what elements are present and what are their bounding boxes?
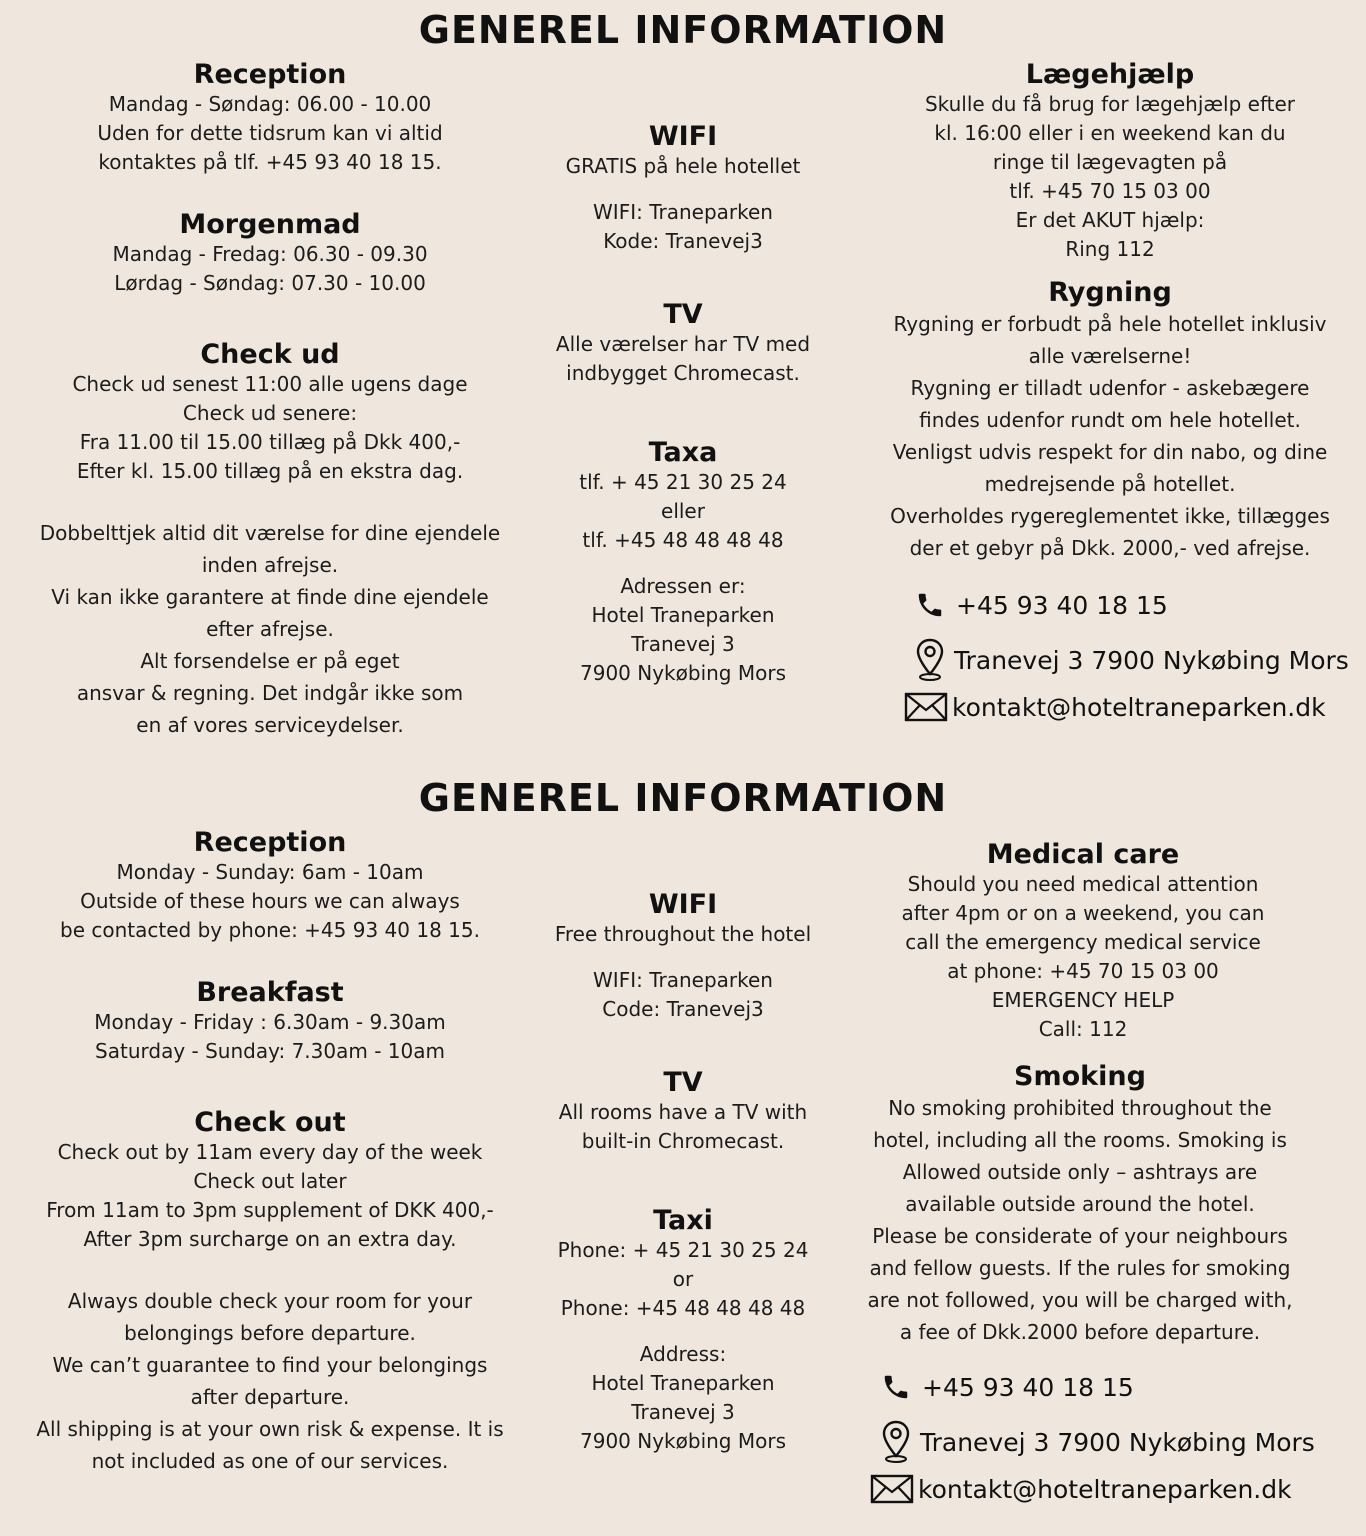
tv-block [533, 1068, 833, 1156]
reception-block [40, 60, 500, 177]
medical-block [853, 840, 1313, 1044]
smoking-block [830, 1062, 1330, 1348]
wifi-block [533, 890, 833, 1024]
text-line: ringe til lægevagten på [992, 150, 1228, 174]
text-line: available outside around the hotel. [905, 1192, 1255, 1216]
phone-icon [874, 1372, 918, 1402]
text-line: Phone: + 45 21 30 25 24 [557, 1238, 809, 1262]
text-lines [533, 920, 833, 949]
medical-heading: Medical care [986, 839, 1180, 870]
text-line: Vi kan ikke garantere at finde dine ejendele [51, 585, 489, 609]
text-lines [853, 870, 1313, 1044]
text-line: Alt forsendelse er på eget [140, 649, 400, 673]
text-line: hotel, including all the rooms. Smoking is [873, 1128, 1287, 1152]
contact-email[interactable]: kontakt@hoteltraneparken.dk [952, 692, 1326, 722]
contact-address: Tranevej 3 7900 Nykøbing Mors [920, 1427, 1315, 1457]
reception-heading: Reception [193, 59, 347, 90]
wifi-heading: WIFI [648, 121, 718, 152]
text-line: 7900 Nykøbing Mors [580, 1429, 786, 1453]
text-line: Tranevej 3 [631, 1400, 735, 1424]
text-line: WIFI: Traneparken [593, 968, 773, 992]
smoking-block [860, 278, 1360, 564]
text-line: Check out by 11am every day of the week [57, 1140, 483, 1164]
contact-phone-row [908, 590, 1168, 620]
contact-info [874, 1372, 1334, 1517]
page-title: GENEREL INFORMATION [418, 8, 948, 52]
breakfast-heading: Morgenmad [179, 209, 361, 240]
breakfast-block [40, 210, 500, 298]
text-line: kontaktes på tlf. +45 93 40 18 15. [98, 150, 442, 174]
text-lines [40, 240, 500, 298]
text-line: efter afrejse. [206, 617, 334, 641]
text-line: inden afrejse. [201, 553, 339, 577]
text-line: Check ud senest 11:00 alle ugens dage [72, 372, 468, 396]
text-line: Kode: Tranevej3 [603, 229, 763, 253]
text-lines [533, 1340, 833, 1456]
medical-heading: Lægehjælp [1025, 59, 1195, 90]
text-line: All shipping is at your own risk & expense. It is [36, 1417, 504, 1441]
text-line: medrejsende på hotellet. [984, 472, 1236, 496]
text-line: call the emergency medical service [905, 930, 1261, 954]
phone-icon [908, 590, 952, 620]
text-lines [533, 1098, 833, 1156]
text-line: Overholdes rygereglementet ikke, tillægges [890, 504, 1330, 528]
location-pin-icon [874, 1420, 918, 1464]
contact-phone[interactable]: +45 93 40 18 15 [922, 1372, 1134, 1402]
text-line: a fee of Dkk.2000 before departure. [899, 1320, 1261, 1344]
text-line: No smoking prohibited throughout the [888, 1096, 1272, 1120]
text-line: Outside of these hours we can always [80, 889, 460, 913]
wifi-block [533, 122, 833, 256]
text-line: EMERGENCY HELP [991, 988, 1175, 1012]
text-line: Er det AKUT hjælp: [1015, 208, 1205, 232]
text-lines [860, 308, 1360, 564]
contact-phone-row [874, 1372, 1134, 1402]
wifi-heading: WIFI [648, 889, 718, 920]
breakfast-block [40, 978, 500, 1066]
text-lines [533, 198, 833, 256]
text-line: From 11am to 3pm supplement of DKK 400,- [46, 1198, 494, 1222]
taxi-heading: Taxi [653, 1205, 713, 1236]
text-line: Monday - Sunday: 6am - 10am [116, 860, 424, 884]
text-lines [40, 90, 500, 177]
smoking-heading: Rygning [1048, 277, 1172, 308]
text-line: ansvar & regning. Det indgår ikke som [76, 681, 464, 705]
smoking-heading: Smoking [1014, 1061, 1146, 1092]
text-line: GRATIS på hele hotellet [565, 154, 801, 178]
text-line: Dobbelttjek altid dit værelse for dine ejendele [39, 521, 501, 545]
breakfast-heading: Breakfast [196, 977, 344, 1008]
text-line: after departure. [190, 1385, 350, 1409]
reception-block [40, 828, 500, 945]
text-line: Uden for dette tidsrum kan vi altid [97, 121, 443, 145]
text-lines [15, 1285, 525, 1477]
text-lines [15, 517, 525, 741]
text-line: Call: 112 [1038, 1017, 1128, 1041]
text-line: tlf. + 45 21 30 25 24 [579, 470, 787, 494]
belongings-block [15, 1285, 525, 1477]
text-line: Check ud senere: [182, 401, 358, 425]
text-line: Monday - Friday : 6.30am - 9.30am [94, 1010, 446, 1034]
text-line: Please be considerate of your neighbours [872, 1224, 1288, 1248]
text-line: Free throughout the hotel [554, 922, 812, 946]
text-line: at phone: +45 70 15 03 00 [947, 959, 1219, 983]
text-line: Adressen er: [620, 574, 746, 598]
text-line: Mandag - Søndag: 06.00 - 10.00 [108, 92, 432, 116]
taxi-block [533, 438, 833, 688]
checkout-heading: Check ud [200, 339, 340, 370]
text-lines [533, 152, 833, 181]
english-section [0, 768, 1366, 1536]
text-line: eller [661, 499, 705, 523]
envelope-icon [870, 1474, 914, 1504]
text-line: tlf. +45 70 15 03 00 [1009, 179, 1211, 203]
text-line: and fellow guests. If the rules for smoking [869, 1256, 1291, 1280]
contact-email[interactable]: kontakt@hoteltraneparken.dk [918, 1474, 1292, 1504]
text-line: findes udenfor rundt om hele hotellet. [919, 408, 1301, 432]
text-lines [40, 858, 500, 945]
text-lines [40, 1008, 500, 1066]
text-line: Phone: +45 48 48 48 48 [560, 1296, 806, 1320]
text-line: Tranevej 3 [631, 632, 735, 656]
tv-heading: TV [663, 299, 703, 330]
contact-phone[interactable]: +45 93 40 18 15 [956, 590, 1168, 620]
text-line: 7900 Nykøbing Mors [580, 661, 786, 685]
belongings-block [15, 517, 525, 741]
checkout-block [20, 340, 520, 486]
tv-block [533, 300, 833, 388]
text-lines [20, 370, 520, 486]
text-line: Lørdag - Søndag: 07.30 - 10.00 [114, 271, 426, 295]
text-line: after 4pm or on a weekend, you can [901, 901, 1265, 925]
text-lines [533, 330, 833, 388]
text-line: be contacted by phone: +45 93 40 18 15. [60, 918, 480, 942]
text-line: not included as one of our services. [91, 1449, 449, 1473]
contact-address-row [908, 638, 1349, 682]
contact-email-row [904, 692, 1326, 722]
text-line: Saturday - Sunday: 7.30am - 10am [95, 1039, 445, 1063]
text-line: Ring 112 [1065, 237, 1155, 261]
text-line: alle værelserne! [1028, 344, 1192, 368]
text-line: Address: [639, 1342, 727, 1366]
text-line: All rooms have a TV with [558, 1100, 808, 1124]
text-line: Efter kl. 15.00 tillæg på en ekstra dag. [76, 459, 464, 483]
checkout-block [20, 1108, 520, 1254]
text-line: Hotel Traneparken [591, 603, 775, 627]
text-line: Always double check your room for your [67, 1289, 473, 1313]
text-lines [533, 1236, 833, 1323]
text-lines [880, 90, 1340, 264]
text-line: Allowed outside only – ashtrays are [902, 1160, 1258, 1184]
taxi-block [533, 1206, 833, 1456]
text-line: Fra 11.00 til 15.00 tillæg på Dkk 400,- [79, 430, 461, 454]
text-line: Alle værelser har TV med [555, 332, 811, 356]
text-line: en af vores serviceydelser. [136, 713, 404, 737]
medical-block [880, 60, 1340, 264]
text-lines [533, 572, 833, 688]
text-line: Rygning er tilladt udenfor - askebægere [910, 376, 1310, 400]
text-line: or [672, 1267, 694, 1291]
text-line: tlf. +45 48 48 48 48 [582, 528, 784, 552]
text-line: After 3pm surcharge on an extra day. [83, 1227, 457, 1251]
envelope-icon [904, 692, 948, 722]
tv-heading: TV [663, 1067, 703, 1098]
text-line: Code: Tranevej3 [602, 997, 764, 1021]
text-line: WIFI: Traneparken [593, 200, 773, 224]
text-line: Skulle du få brug for lægehjælp efter [924, 92, 1296, 116]
text-line: built-in Chromecast. [581, 1129, 785, 1153]
text-line: der et gebyr på Dkk. 2000,- ved afrejse. [909, 536, 1311, 560]
text-lines [533, 468, 833, 555]
text-line: Rygning er forbudt på hele hotellet inklusiv [893, 312, 1327, 336]
text-line: kl. 16:00 eller i en weekend kan du [934, 121, 1286, 145]
text-line: We can’t guarantee to find your belongings [52, 1353, 488, 1377]
contact-address-row [874, 1420, 1315, 1464]
text-lines [20, 1138, 520, 1254]
page-title: GENEREL INFORMATION [418, 776, 948, 820]
taxi-heading: Taxa [648, 437, 718, 468]
contact-address: Tranevej 3 7900 Nykøbing Mors [954, 645, 1349, 675]
contact-email-row [870, 1474, 1292, 1504]
text-line: Check out later [193, 1169, 347, 1193]
checkout-heading: Check out [194, 1107, 346, 1138]
text-line: Mandag - Fredag: 06.30 - 09.30 [112, 242, 428, 266]
location-pin-icon [908, 638, 952, 682]
text-lines [533, 966, 833, 1024]
reception-heading: Reception [193, 827, 347, 858]
text-line: Should you need medical attention [907, 872, 1259, 896]
text-line: indbygget Chromecast. [566, 361, 800, 385]
text-line: belongings before departure. [124, 1321, 416, 1345]
text-line: Venligst udvis respekt for din nabo, og dine [892, 440, 1328, 464]
contact-info [908, 590, 1358, 735]
text-lines [830, 1092, 1330, 1348]
text-line: Hotel Traneparken [591, 1371, 775, 1395]
text-line: are not followed, you will be charged with, [867, 1288, 1293, 1312]
